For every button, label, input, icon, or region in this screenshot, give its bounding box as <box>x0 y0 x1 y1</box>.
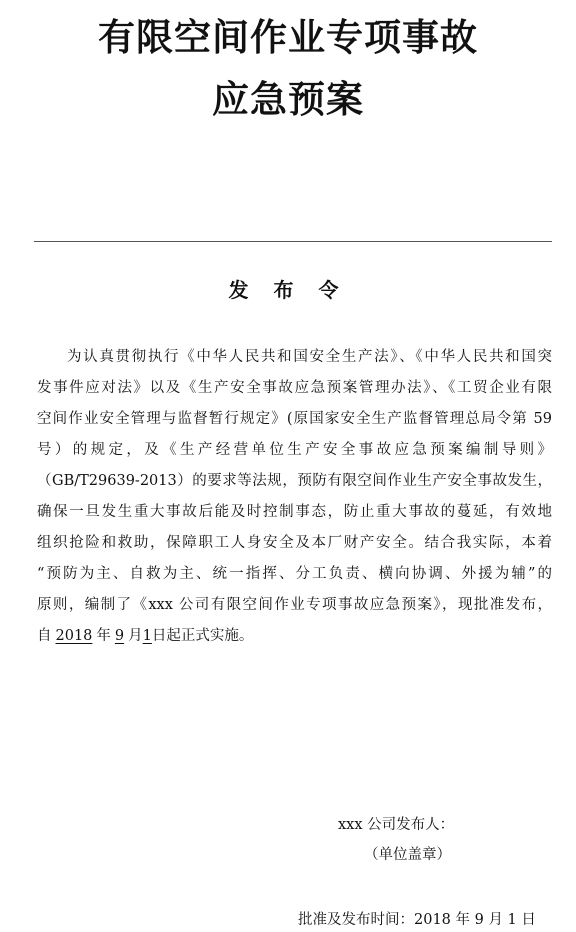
effective-year-unit: 年 <box>96 628 111 644</box>
body-line-6: 确保一旦发生重大事故后能及时控制事态，防止重大事故的蔓延，有效地 <box>37 504 552 520</box>
body-line-1: 为认真贯彻执行《中华人民共和国安全生产法》、《中华人民共和国突 <box>67 349 552 365</box>
body-line-5: （GB/T29639-2013）的要求等法规，预防有限空间作业生产安全事故发生， <box>37 473 552 489</box>
horizontal-divider <box>34 241 552 242</box>
publisher-signature-line: xxx 公司发布人： <box>338 817 455 833</box>
body-line-10 <box>37 621 552 652</box>
decree-body <box>37 342 552 652</box>
body-line-9: 原则，编制了《xxx 公司有限空间作业专项事故应急预案》，现批准发布， <box>37 597 552 613</box>
effective-month-unit: 月 <box>128 628 143 644</box>
body-line-7: 组织抢险和救助，保障职工人身安全及本厂财产安全。结合我实际，本着 <box>37 535 552 551</box>
body-line-3: 空间作业安全管理与监督暂行规定》(原国家安全生产监督管理总局令第 59 <box>37 411 552 427</box>
decree-heading: 发 布 令 <box>228 278 348 302</box>
body-line-4: 号）的规定，及《生产经营单位生产安全事故应急预案编制导则》 <box>37 442 552 458</box>
body-line-8: “预防为主、自救为主、统一指挥、分工负责、横向协调、外援为辅”的 <box>37 566 552 582</box>
effective-year: 2018 <box>55 628 93 644</box>
document-title-line-1: 有限空间作业专项事故 <box>98 16 478 59</box>
effective-date-suffix: 日起正式实施。 <box>151 628 254 644</box>
body-line-2: 发事件应对法》以及《生产安全事故应急预案管理办法》、《工贸企业有限 <box>37 380 552 396</box>
effective-day: 1 <box>142 628 152 644</box>
company-seal-note: （单位盖章） <box>364 847 451 863</box>
approval-date: 批准及发布时间：2018 年 9 月 1 日 <box>298 912 536 928</box>
effective-month: 9 <box>114 628 125 644</box>
document-title-line-2: 应急预案 <box>212 78 364 121</box>
effective-date-prefix: 自 <box>37 628 52 644</box>
